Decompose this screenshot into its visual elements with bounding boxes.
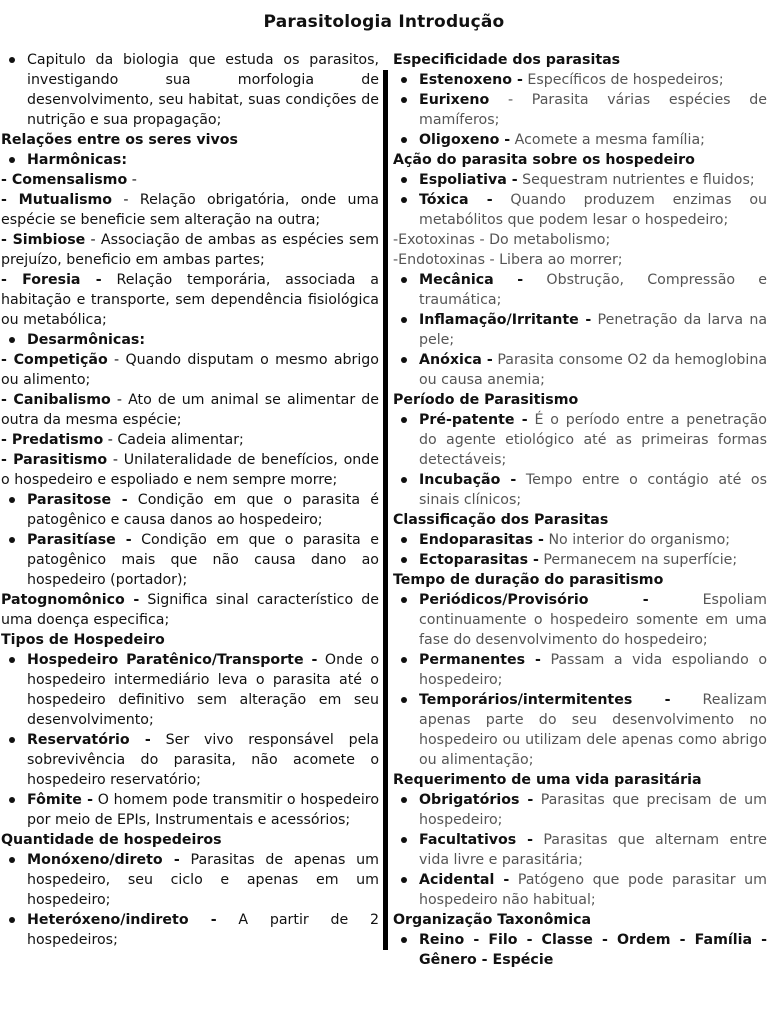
ectoparasitas-desc: Permanecem na superfície; bbox=[538, 552, 738, 568]
reservatorio-item bbox=[27, 730, 379, 790]
foresia-term: - Foresia - bbox=[1, 272, 102, 288]
facultativos-term: Facultativos - bbox=[419, 832, 533, 848]
anoxica-item bbox=[419, 350, 767, 390]
heteroxeno-term: Heteróxeno/indireto - bbox=[27, 912, 217, 928]
simbiose-entry bbox=[1, 230, 379, 270]
tempo-list bbox=[393, 590, 767, 770]
incubacao-term: Incubação - bbox=[419, 472, 517, 488]
inflamacao-desc: Penetração da larva na pele; bbox=[419, 312, 768, 348]
classificacao-heading: Classificação dos Parasitas bbox=[393, 512, 609, 528]
exotoxinas-line: -Exotoxinas - Do metabolismo; bbox=[393, 232, 611, 248]
incubacao-desc: Tempo entre o contágio até os sinais clínicos; bbox=[419, 472, 767, 508]
relacoes-heading: Relações entre os seres vivos bbox=[1, 132, 238, 148]
monoxeno-item bbox=[27, 850, 379, 910]
mutualismo-entry bbox=[1, 190, 379, 230]
requerimento-heading: Requerimento de uma vida parasitária bbox=[393, 772, 702, 788]
requerimento-list bbox=[393, 790, 767, 910]
heteroxeno-desc: A partir de 2 hospedeiros; bbox=[27, 912, 379, 948]
temporarios-term: Temporários/intermitentes - bbox=[419, 692, 671, 708]
parasitiase-item bbox=[27, 530, 379, 590]
harmonicas-list bbox=[1, 150, 379, 170]
monoxeno-desc: Parasitas de apenas um hospedeiro, seu ciclo e apenas em um hospedeiro; bbox=[27, 852, 379, 908]
simbiose-term: - Simbiose bbox=[1, 232, 86, 248]
obrigatorios-term: Obrigatórios - bbox=[419, 792, 534, 808]
fomite-desc: O homem pode transmitir o hospedeiro por meio de EPIs, Instrumentais e acessórios; bbox=[27, 792, 379, 828]
parasitismo-entry bbox=[1, 450, 379, 490]
tipos-heading: Tipos de Hospedeiro bbox=[1, 632, 165, 648]
eurixeno-term: Eurixeno bbox=[419, 92, 490, 108]
temporarios-item bbox=[419, 690, 767, 770]
espoliativa-desc: Sequestram nutrientes e fluidos; bbox=[517, 172, 755, 188]
estenoxeno-desc: Específicos de hospedeiros; bbox=[522, 72, 724, 88]
toxica-item bbox=[419, 190, 767, 230]
paratenico-desc: Onde o hospedeiro intermediário leva o parasita até o hospedeiro definitivo sem alteração em seu desenvolvimento; bbox=[27, 652, 379, 728]
facultativos-item bbox=[419, 830, 767, 870]
incubacao-item bbox=[419, 470, 767, 510]
endoparasitas-term: Endoparasitas - bbox=[419, 532, 544, 548]
permanentes-item bbox=[419, 650, 767, 690]
prepatente-desc: É o período entre a penetração do agente etiológico até as primeiras formas detectáveis; bbox=[419, 412, 767, 468]
prepatente-item bbox=[419, 410, 767, 470]
oligoxeno-term: Oligoxeno - bbox=[419, 132, 511, 148]
canibalismo-desc: - Ato de um animal se alimentar de outra da mesma espécie; bbox=[1, 392, 379, 428]
periodo-list bbox=[393, 410, 767, 510]
paratenico-term: Hospedeiro Paratênico/Transporte - bbox=[27, 652, 318, 668]
especificidade-heading: Especificidade dos parasitas bbox=[393, 52, 621, 68]
oligoxeno-desc: Acomete a mesma família; bbox=[510, 132, 705, 148]
predatismo-entry bbox=[1, 430, 379, 450]
prepatente-term: Pré-patente - bbox=[419, 412, 528, 428]
espoliativa-item bbox=[419, 170, 767, 190]
oligoxeno-item bbox=[419, 130, 767, 150]
ectoparasitas-item bbox=[419, 550, 767, 570]
permanentes-desc: Passam a vida espoliando o hospedeiro; bbox=[419, 652, 767, 688]
estenoxeno-term: Estenoxeno - bbox=[419, 72, 523, 88]
periodicos-item bbox=[419, 590, 767, 650]
acao-list-b bbox=[393, 270, 767, 390]
harmonicas-label: Harmônicas: bbox=[27, 152, 128, 168]
periodicos-desc: Espoliam continuamente o hospedeiro somente em uma fase do desenvolvimento do hospedeiro; bbox=[419, 592, 768, 648]
comensalismo-term: - Comensalismo bbox=[1, 172, 128, 188]
parasitismo-term: - Parasitismo bbox=[1, 452, 108, 468]
periodicos-term: Periódicos/Provisório - bbox=[419, 592, 649, 608]
ectoparasitas-term: Ectoparasitas - bbox=[419, 552, 539, 568]
organizacao-list bbox=[393, 930, 767, 970]
mecanica-desc: Obstrução, Compressão e traumática; bbox=[419, 272, 768, 308]
parasitismo-desc: - Unilateralidade de benefícios, onde o hospedeiro e espoliado e nem sempre morre; bbox=[1, 452, 379, 488]
desarmonicas-label: Desarmônicas: bbox=[27, 332, 146, 348]
especificidade-list bbox=[393, 70, 767, 150]
permanentes-term: Permanentes - bbox=[419, 652, 541, 668]
anoxica-term: Anóxica - bbox=[419, 352, 493, 368]
parasitismo-list bbox=[1, 490, 379, 590]
parasitiase-desc: Condição em que o parasita e patogênico mais que não causa dano ao hospedeiro (portador); bbox=[27, 532, 379, 588]
column-divider bbox=[383, 70, 388, 950]
endotoxinas-line: -Endotoxinas - Libera ao morrer; bbox=[393, 252, 623, 268]
acidental-term: Acidental - bbox=[419, 872, 510, 888]
paratenico-item bbox=[27, 650, 379, 730]
anoxica-desc: Parasita consome O2 da hemoglobina ou causa anemia; bbox=[419, 352, 768, 388]
endoparasitas-item bbox=[419, 530, 767, 550]
competicao-term: - Competição bbox=[1, 352, 108, 368]
reservatorio-term: Reservatório - bbox=[27, 732, 151, 748]
quantidade-heading: Quantidade de hospedeiros bbox=[1, 832, 222, 848]
fomite-item bbox=[27, 790, 379, 830]
patognomonico-entry bbox=[1, 590, 379, 630]
parasitose-item bbox=[27, 490, 379, 530]
predatismo-term: - Predatismo bbox=[1, 432, 104, 448]
acao-list-a bbox=[393, 170, 767, 230]
facultativos-desc: Parasitas que alternam entre vida livre e parasitária; bbox=[419, 832, 768, 868]
tipos-list bbox=[1, 650, 379, 830]
foresia-entry bbox=[1, 270, 379, 330]
taxonomia-text: Reino - Filo - Classe - Ordem - Família - Gênero - Espécie bbox=[419, 932, 767, 968]
intro-list bbox=[1, 50, 379, 130]
endoparasitas-desc: No interior do organismo; bbox=[543, 532, 731, 548]
canibalismo-term: - Canibalismo bbox=[1, 392, 111, 408]
comensalismo-desc: - bbox=[127, 172, 137, 188]
right-column bbox=[393, 50, 767, 970]
classificacao-list bbox=[393, 530, 767, 570]
comensalismo-entry bbox=[1, 170, 379, 190]
espoliativa-term: Espoliativa - bbox=[419, 172, 518, 188]
heteroxeno-item bbox=[27, 910, 379, 950]
predatismo-desc: - Cadeia alimentar; bbox=[103, 432, 244, 448]
mecanica-item bbox=[419, 270, 767, 310]
parasitiase-term: Parasitíase - bbox=[27, 532, 132, 548]
intro-item: Capitulo da biologia que estuda os parasitos, investigando sua morfologia de desenvolvimento, seu habitat, suas condições de nutrição e sua propagação; bbox=[27, 52, 379, 128]
canibalismo-entry bbox=[1, 390, 379, 430]
mutualismo-term: - Mutualismo bbox=[1, 192, 113, 208]
competicao-desc: - Quando disputam o mesmo abrigo ou alimento; bbox=[1, 352, 379, 388]
reservatorio-desc: Ser vivo responsável pela sobrevivência do parasita, não acomete o hospedeiro reservatório; bbox=[27, 732, 379, 788]
temporarios-desc: Realizam apenas parte do seu desenvolvimento no hospedeiro ou utilizam dele apenas como abrigo ou alimentação; bbox=[419, 692, 767, 768]
mecanica-term: Mecânica - bbox=[419, 272, 524, 288]
desarmonicas-item bbox=[27, 330, 379, 350]
page-title: Parasitologia Introdução bbox=[263, 12, 505, 32]
desarmonicas-list bbox=[1, 330, 379, 350]
inflamacao-item bbox=[419, 310, 767, 350]
acidental-desc: Patógeno que pode parasitar um hospedeiro não habitual; bbox=[419, 872, 767, 908]
monoxeno-term: Monóxeno/direto - bbox=[27, 852, 180, 868]
fomite-term: Fômite - bbox=[27, 792, 93, 808]
patognomonico-desc: Significa sinal característico de uma doença especifica; bbox=[1, 592, 379, 628]
mutualismo-desc: - Relação obrigatória, onde uma espécie se beneficie sem alteração na outra; bbox=[1, 192, 379, 228]
inflamacao-term: Inflamação/Irritante - bbox=[419, 312, 592, 328]
patognomonico-term: Patognomônico - bbox=[1, 592, 140, 608]
organizacao-heading: Organização Taxonômica bbox=[393, 912, 592, 928]
simbiose-desc: - Associação de ambas as espécies sem prejuízo, beneficio em ambas partes; bbox=[1, 232, 379, 268]
periodo-heading: Período de Parasitismo bbox=[393, 392, 579, 408]
competicao-entry bbox=[1, 350, 379, 390]
left-column bbox=[1, 50, 379, 950]
taxonomia-item bbox=[419, 930, 767, 970]
eurixeno-item bbox=[419, 90, 767, 130]
obrigatorios-desc: Parasitas que precisam de um hospedeiro; bbox=[419, 792, 767, 828]
acao-heading: Ação do parasita sobre os hospedeiro bbox=[393, 152, 695, 168]
obrigatorios-item bbox=[419, 790, 767, 830]
parasitose-term: Parasitose - bbox=[27, 492, 128, 508]
toxica-desc: Quando produzem enzimas ou metabólitos que podem lesar o hospedeiro; bbox=[419, 192, 767, 228]
toxica-term: Tóxica - bbox=[419, 192, 493, 208]
acidental-item bbox=[419, 870, 767, 910]
estenoxeno-item bbox=[419, 70, 767, 90]
harmonicas-item bbox=[27, 150, 379, 170]
tempo-heading: Tempo de duração do parasitismo bbox=[393, 572, 664, 588]
eurixeno-desc: - Parasita várias espécies de mamíferos; bbox=[419, 92, 767, 128]
parasitose-desc: Condição em que o parasita é patogênico e causa danos ao hospedeiro; bbox=[27, 492, 379, 528]
quantidade-list bbox=[1, 850, 379, 950]
foresia-desc: Relação temporária, associada a habitação e transporte, sem dependência fisiológica ou metabólica; bbox=[1, 272, 379, 328]
